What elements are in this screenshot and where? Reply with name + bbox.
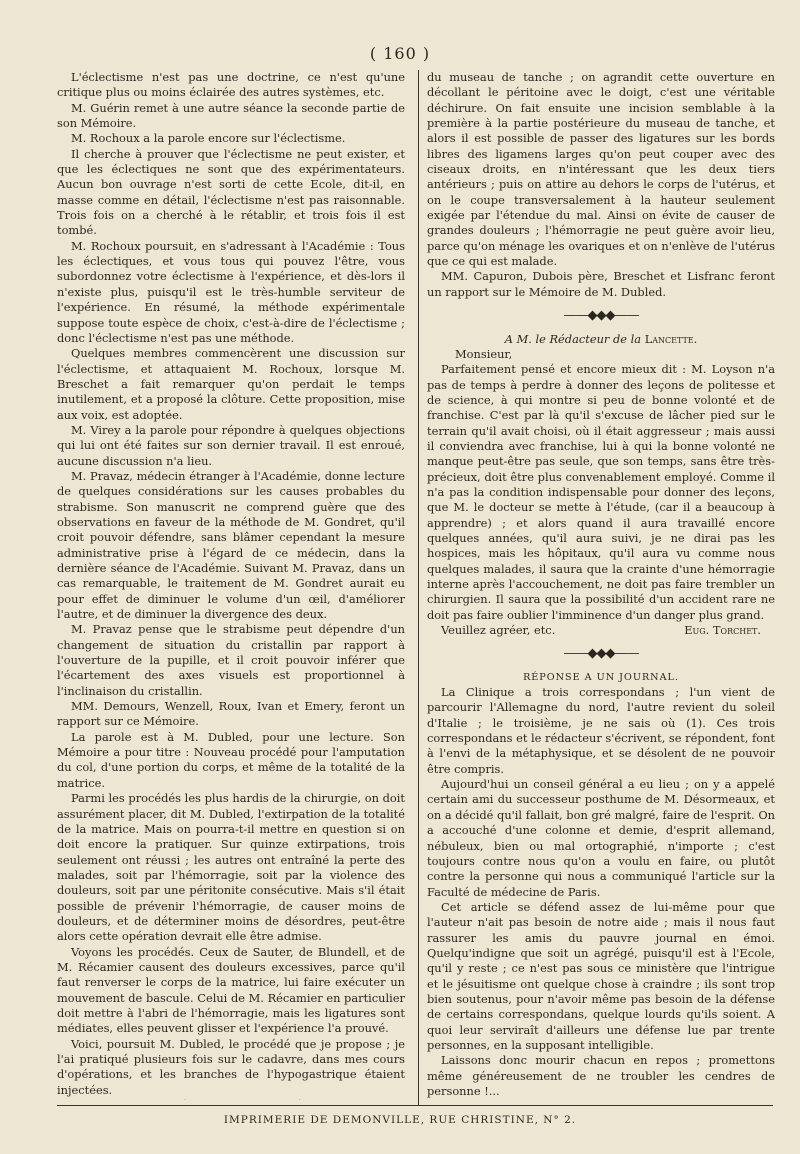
imprint: IMPRIMERIE DE DEMONVILLE, RUE CHRISTINE, N° 2. — [223, 1114, 577, 1126]
section-title: RÉPONSE A UN JOURNAL. — [523, 671, 679, 683]
letter-heading-prefix: A M. le Rédacteur de la — [504, 331, 642, 346]
paragraph: Voyons les procédés. Ceux de Sauter, de Blundell, et de M. Récamier causent des douleurs excessives, parce qu'il faut renverser le corps de la matrice, lui faire exécuter un mouvement de bascule. Celui de M. Récamier en particulier doit mettre à l'abri de l'hémorragie, mais les ligatures sont médiates, elles peuvent glisser et l'expérience l'a prouvé. — [57, 944, 405, 1036]
paragraph: Parmi les procédés les plus hardis de la chirurgie, on doit assurément placer, dit M. Dubled, l'extirpation de la totalité de la matrice. Mais on pourra-t-il mettre en question si on doit encore la pratiquer. Sur quinze extirpations, trois seulement ont réussi ; les autres ont entraîné la perte des malades, soit par l'hémorragie, soit par la violence des douleurs, soit par une péritonite consécutive. Mais s'il était possible de prévenir l'hémorragie, de causer moins de douleurs, et de déterminer moins de désordres, peut-être alors cette opération devrait elle être admise. — [57, 791, 405, 944]
paragraph: M. Virey a la parole pour répondre à quelques objections qui lui ont été faites sur son dernier travail. Il est enroué, aucune discussion n'a lieu. — [57, 422, 405, 468]
paragraph: M. Pravaz pense que le strabisme peut dépendre d'un changement de situation du cristallin par rapport à l'ouverture de la pupille, et il croit pouvoir inférer que l'écartement des axes visuels est proportionnel à l'inclinaison du cristallin. — [57, 622, 405, 698]
paragraph: L'éclectisme n'est pas une doctrine, ce n'est qu'une critique plus ou moins éclairée des autres systèmes, etc. — [57, 70, 405, 100]
paragraph: Laissons donc mourir chacun en repos ; promettons même généreusement de ne troubler les cendres de personne !... — [427, 1053, 775, 1098]
salutation: Monsieur, — [455, 346, 513, 361]
paragraph: La Clinique a trois correspondans ; l'un vient de parcourir l'Allemagne du nord, l'autre revient du soleil d'Italie ; le troisième, je ne sais où (1). Ces trois correspondans et le rédacteur s'écrivent, se répondent, font à l'envi de la métaphysique, et se désolent de ne pouvoir être compris. — [427, 685, 775, 776]
paragraph: Quelques membres commencèrent une discussion sur l'éclectisme, et attaquaient M. Rochoux, lorsque M. Breschet a fait remarquer qu'on perdait le temps inutilement, et a proposé la clôture. Cette proposition, mise aux voix, est adoptée. — [57, 346, 405, 422]
paragraph: MM. Capuron, Dubois père, Breschet et Lisfranc feront un rapport sur le Mémoire de M. Dubled. — [427, 269, 775, 299]
ornament-divider: ——◆◆◆—— — [563, 308, 639, 324]
right-column — [427, 70, 775, 1110]
letter-closing — [427, 623, 775, 638]
bottom-rule — [57, 1105, 773, 1106]
letter-heading — [427, 332, 775, 347]
paragraph: M. Pravaz, médecin étranger à l'Académie, donne lecture de quelques considérations sur les causes probables du strabisme. Son manuscrit ne comprend guère que des observations en faveur de la méthode de M. Gondret, qu'il croit pouvoir défendre, sans blâmer cependant la mesure administrative prise à l'égard de ce médecin, dans la dernière séance de l'Académie. Suivant M. Pravaz, dans un cas remarquable, le traitement de M. Gondret aurait eu pour effet de diminuer le volume d'un œil, d'améliorer l'autre, et de diminuer la divergence des deux. — [57, 468, 405, 622]
column-divider — [418, 70, 419, 1105]
ornament-divider: ——◆◆◆—— — [563, 646, 639, 662]
paragraph: M. Rochoux a la parole encore sur l'éclectisme. — [71, 131, 346, 146]
paragraph — [57, 1098, 405, 1100]
paragraph: MM. Demours, Wenzell, Roux, Ivan et Emery, feront un rapport sur ce Mémoire. — [57, 699, 405, 729]
paragraph: Voici, poursuit M. Dubled, le procédé que je propose ; je l'ai pratiqué plusieurs fois sur le cadavre, dans mes cours d'opérations, et les branches de l'hypogastrique étaient injectées. — [57, 1036, 405, 1097]
paragraph: Parfaitement pensé et encore mieux dit : M. Loyson n'a pas de temps à perdre à donner des leçons de politesse et de science, à qui montre si peu de bonne volonté et de franchise. C'est par là qu'il s'excuse de lâcher pied sur le terrain qu'il avait choisi, où il était aggresseur ; mais aussi il conviendra avec franchise, lui à qui la bonne volonté ne manque peut-être pas seule, que son temps, sans être très-précieux, doit être plus convenablement employé. Comme il n'a pas la condition indispensable pour donner des leçons, que M. le docteur se mette à l'étude, (car il a beaucoup à apprendre) ; et alors quand il aura travaillé encore quelques années, qu'il aura suivi, je ne dirai pas les hospices, mais les hôpitaux, qu'il aura vu comme nous quelques malades, il saura que la crainte d'une hémorragie interne après l'accouchement, ne doit pas faire trembler un chirurgien. Il saura que la possibilité d'un accident rare ne doit pas faire oublier l'imminence d'un danger plus grand. — [427, 362, 775, 622]
paragraph: Aujourd'hui un conseil général a eu lieu ; on y a appelé certain ami du successeur posthume de M. Désormeaux, et on a décidé qu'il fallait, bon gré malgré, faire de l'esprit. On a accouché d'une colonne et demie, d'esprit allemand, nébuleux, bien ou mal ortographié, n'importe ; c'est toujours contre nous qu'on a voulu en faire, ou plutôt contre la personne qui nous a communiqué l'article sur la Faculté de médecine de Paris. — [427, 777, 775, 899]
page-number: ( 160 ) — [369, 44, 431, 63]
paragraph: du museau de tanche ; on agrandit cette ouverture en décollant le péritoine avec le doigt, c'est une véritable déchirure. On fait ensuite une incision semblable à la première à la partie postérieure du museau de tanche, et alors il est possible de passer des ligatures sur les bords libres des ligamens larges qu'on peut couper avec des ciseaux droits, en n'intéressant que les deux tiers antérieurs ; puis on attire au dehors le corps de l'utérus, et on le coupe transversalement à la hauteur seulement exigée par l'étendue du mal. Ainsi on évite de causer de grandes douleurs ; l'hémorragie ne peut guère avoir lieu, parce qu'on ménage les ovariques et on n'enlève de l'utérus que ce qui est malade. — [427, 70, 775, 269]
paragraph: Il cherche à prouver que l'éclectisme ne peut exister, et que les éclectiques ne sont que des expérimentateurs. Aucun bon ouvrage n'est sorti de cette Ecole, dit-il, en masse comme en détail, l'éclectisme n'est pas raisonnable. Trois fois on a cherché à le rétablir, et trois fois il est tombé. — [57, 146, 405, 238]
paragraph: La parole est à M. Dubled, pour une lecture. Son Mémoire a pour titre : Nouveau procédé pour l'amputation du col, d'une portion du corps, et même de la totalité de la matrice. — [57, 729, 405, 790]
left-column — [57, 70, 405, 1100]
paragraph: Cet article se défend assez de lui-même pour que l'auteur n'ait pas besoin de notre aide ; mais il nous faut rassurer les amis du pauvre journal en émoi. Quelqu'indigne que soit un agrégé, puisqu'il est à l'Ecole, qu'il y reste ; ce n'est pas sous ce ministère que l'intrigue et le jésuitisme ont quelque chose à craindre ; ils sont trop bien soutenus, pour n'avoir même pas besoin de la défense de certains correspondans, quelque lourds qu'ils soient. A quoi leur serviraît d'ailleurs une défense lue par trente personnes, en la supposant intelligible. — [427, 899, 775, 1052]
journal-name: Lancette. — [644, 331, 698, 346]
signature: Eug. Torchet. — [684, 623, 761, 638]
paragraph: M. Guérin remet à une autre séance la seconde partie de son Mémoire. — [57, 100, 405, 131]
paragraph: M. Rochoux poursuit, en s'adressant à l'Académie : Tous les éclectiques, et vous tous qui pouvez l'être, vous subordonnez votre éclectisme à l'expérience, et dès-lors il n'existe plus, puisqu'il est le très-humble serviteur de l'expérience. En résumé, la méthode expérimentale suppose toute espèce de choix, c'est-à-dire de l'éclectisme ; donc l'éclectisme n'est pas une méthode. — [57, 238, 405, 345]
closing-formula: Veuillez agréer, etc. — [441, 623, 556, 638]
